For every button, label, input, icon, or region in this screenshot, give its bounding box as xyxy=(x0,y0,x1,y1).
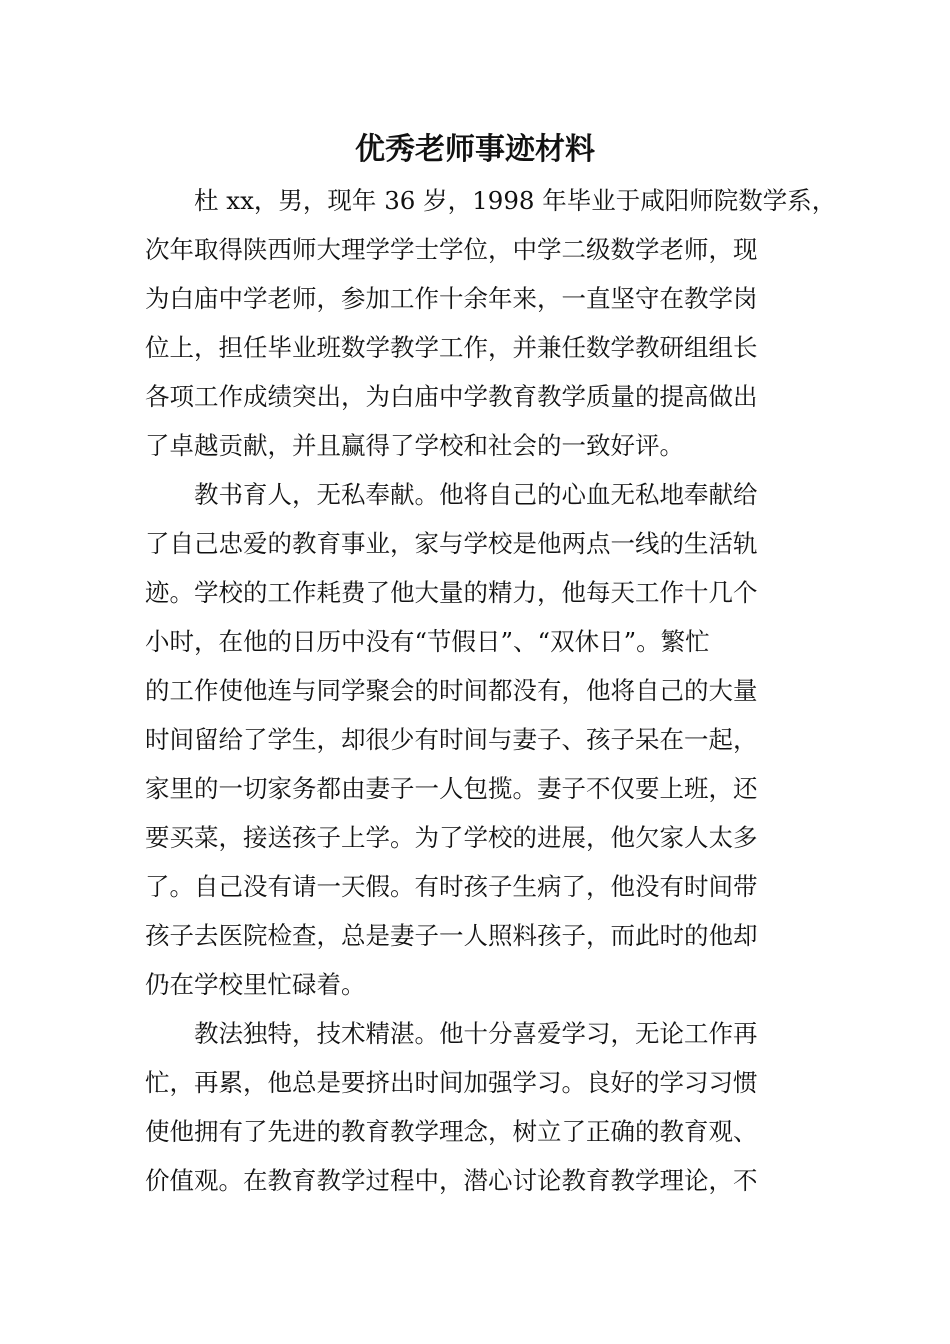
paragraph-2 xyxy=(145,470,805,1009)
paragraph-line: 位上，担任毕业班数学教学工作，并兼任数学教研组组长 xyxy=(145,333,758,362)
paragraph-line: 各项工作成绩突出，为白庙中学教育教学质量的提高做出 xyxy=(145,382,758,411)
paragraph-line: 了卓越贡献，并且赢得了学校和社会的一致好评。 xyxy=(145,431,684,460)
paragraph-line: 时间留给了学生，却很少有时间与妻子、孩子呆在一起， xyxy=(145,725,758,754)
paragraph-line: 教书育人，无私奉献。他将自己的心血无私地奉献给 xyxy=(194,480,758,509)
paragraph-line: 家里的一切家务都由妻子一人包揽。妻子不仅要上班，还 xyxy=(145,774,758,803)
paragraph-line: 仍在学校里忙碌着。 xyxy=(145,970,366,999)
paragraph-line: 次年取得陕西师大理学学士学位，中学二级数学老师，现 xyxy=(145,235,758,264)
paragraph-line: 使他拥有了先进的教育教学理念，树立了正确的教育观、 xyxy=(145,1117,758,1146)
paragraph-line: 迹。学校的工作耗费了他大量的精力，他每天工作十几个 xyxy=(145,578,758,607)
paragraph-line: 忙，再累，他总是要挤出时间加强学习。良好的学习习惯 xyxy=(145,1068,758,1097)
paragraph-line: 教法独特，技术精湛。他十分喜爱学习，无论工作再 xyxy=(194,1019,758,1048)
document-title: 优秀老师事迹材料 xyxy=(355,132,595,167)
paragraph-line: 价值观。在教育教学过程中，潜心讨论教育教学理论，不 xyxy=(145,1166,758,1195)
paragraph-3 xyxy=(145,1009,805,1205)
paragraph-line: 了。自己没有请一天假。有时孩子生病了，他没有时间带 xyxy=(145,872,758,901)
paragraph-line: 要买菜，接送孩子上学。为了学校的进展，他欠家人太多 xyxy=(145,823,758,852)
paragraph-line: 小时，在他的日历中没有“节假日”、“双休日”。繁忙 xyxy=(145,627,710,656)
paragraph-line: 孩子去医院检查，总是妻子一人照料孩子，而此时的他却 xyxy=(145,921,758,950)
paragraph-line: 杜 xx，男，现年 36 岁，1998 年毕业于咸阳师院数学系， xyxy=(194,186,837,215)
document-body xyxy=(145,176,837,1205)
paragraph-line: 为白庙中学老师，参加工作十余年来，一直坚守在教学岗 xyxy=(145,284,758,313)
paragraph-line: 的工作使他连与同学聚会的时间都没有，他将自己的大量 xyxy=(145,676,758,705)
paragraph-1 xyxy=(145,176,837,470)
paragraph-line: 了自己忠爱的教育事业，家与学校是他两点一线的生活轨 xyxy=(145,529,758,558)
